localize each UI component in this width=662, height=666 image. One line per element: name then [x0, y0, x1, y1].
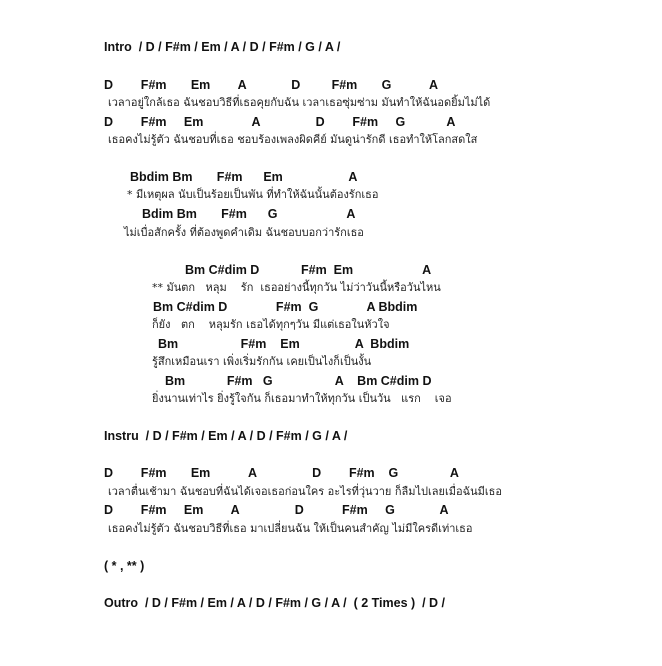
prechorus-lyric-1: * มีเหตุผล นับเป็นร้อยเป็นพัน ที่ทำให้ฉันนั้นต้องรักเธอ — [127, 188, 379, 201]
prechorus-chords-2: Bdim Bm F#m G A — [142, 207, 356, 221]
chorus-chords-2: Bm C#dim D F#m G A Bbdim — [153, 300, 418, 314]
verse2-lyric-1: เวลาตื่นเช้ามา ฉันชอบที่ฉันได้เจอเธอก่อนใคร อะไรที่วุ่นวาย ก็ลืมไปเลยเมื่อฉันมีเธอ — [108, 485, 502, 498]
verse1-chords-1: D F#m Em A D F#m G A — [104, 78, 439, 92]
verse1-chords-2: D F#m Em A D F#m G A — [104, 115, 456, 129]
instru-line: Instru / D / F#m / Em / A / D / F#m / G / A / — [104, 429, 348, 443]
chorus-chords-1: Bm C#dim D F#m Em A — [185, 263, 432, 277]
chorus-lyric-4: ยิ่งนานเท่าไร ยิ่งรู้ใจกัน ก็เธอมาทำให้ทุกวัน เป็นวัน แรก เจอ — [152, 392, 452, 405]
verse2-chords-1: D F#m Em A D F#m G A — [104, 466, 459, 480]
intro-line: Intro / D / F#m / Em / A / D / F#m / G / A / — [104, 40, 341, 54]
prechorus-lyric-2: ไม่เบื่อสักครั้ง ที่ต้องพูดคำเดิม ฉันชอบบอกว่ารักเธอ — [124, 226, 364, 239]
chorus-lyric-1: ** มันตก หลุม รัก เธออย่างนี้ทุกวัน ไม่ว่าวันนี้หรือวันไหน — [152, 281, 441, 294]
verse2-lyric-2: เธอคงไม่รู้ตัว ฉันชอบวิธีที่เธอ มาเปลี่ยนฉัน ให้เป็นคนสำคัญ ไม่มีใครดีเท่าเธอ — [108, 522, 473, 535]
chorus-chords-4: Bm F#m G A Bm C#dim D — [165, 374, 432, 388]
verse1-lyric-2: เธอคงไม่รู้ตัว ฉันชอบที่เธอ ชอบร้องเพลงผิดคีย์ มันดูน่ารักดี เธอทำให้โลกสดใส — [108, 133, 478, 146]
chorus-chords-3: Bm F#m Em A Bbdim — [158, 337, 410, 351]
verse1-lyric-1: เวลาอยู่ใกล้เธอ ฉันชอบวิธีที่เธอคุยกับฉัน เวลาเธอซุ่มซ่าม มันทำให้ฉันอดยิ้มไม่ได้ — [108, 96, 491, 109]
verse2-chords-2: D F#m Em A D F#m G A — [104, 503, 449, 517]
repeat-marker: ( * , ** ) — [104, 559, 145, 573]
chorus-lyric-2: ก็ยัง ตก หลุมรัก เธอได้ทุกๆวัน มีแต่เธอในหัวใจ — [152, 318, 390, 331]
outro-line: Outro / D / F#m / Em / A / D / F#m / G / A / ( 2 Times ) / D / — [104, 596, 446, 610]
chorus-lyric-3: รู้สึกเหมือนเรา เพิ่งเริ่มรักกัน เคยเป็นไงก็เป็นงั้น — [152, 355, 372, 368]
prechorus-chords-1: Bbdim Bm F#m Em A — [130, 170, 358, 184]
